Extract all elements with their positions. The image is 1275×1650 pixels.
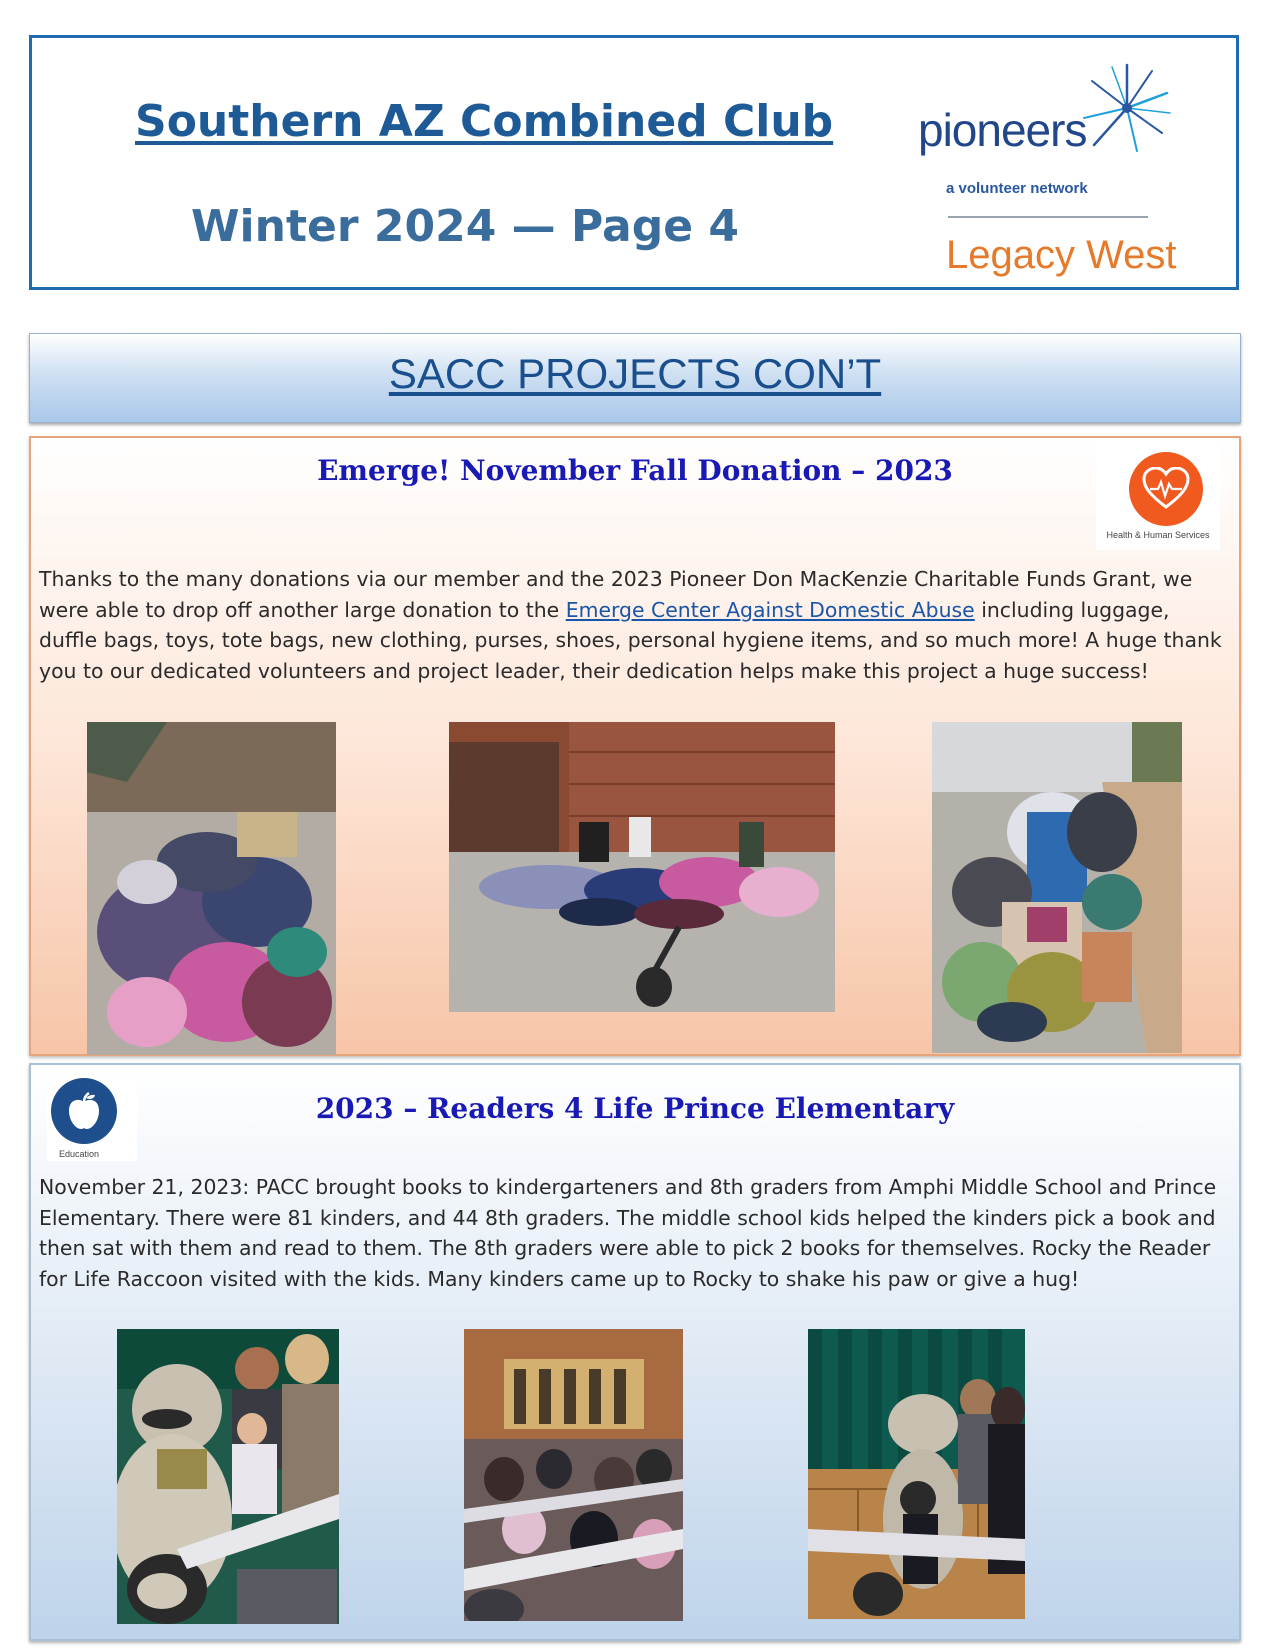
section-banner	[29, 333, 1241, 423]
raccoon-mascot-photo	[117, 1329, 339, 1624]
emerge-donation-section	[29, 436, 1241, 1056]
emerge-center-link[interactable]: Emerge Center Against Domestic Abuse	[565, 597, 975, 622]
club-title: Southern AZ Combined Club	[135, 96, 834, 147]
section-body: November 21, 2023: PACC brought books to kindergarteners and 8th graders from Amphi Middle School and Prince Elementary. There were 81 kinders, and 44 8th graders. The middle school kids helped the kinders pick a book and then sat with them and read to them. The 8th graders were able to pick 2 books for themselves. Rocky the Reader for Life Raccoon visited with the kids. Many kinders came up to Rocky to shake his paw or give a hug!	[39, 1175, 1217, 1291]
donation-pile-photo	[87, 722, 336, 1055]
body-text-start: Thanks to the many donations via our member and the 2023 Pioneer Don MacKenzie Charitable Funds Grant, we were able to drop off another large donation to the	[39, 567, 1193, 622]
readers-4-life-section	[29, 1063, 1241, 1641]
cafeteria-students-photo	[464, 1329, 683, 1621]
masthead	[29, 35, 1239, 290]
garage-donations-photo	[449, 722, 835, 1012]
logo-region: Legacy West	[946, 233, 1177, 277]
logo-divider	[948, 216, 1148, 218]
patio-donations-photo	[932, 722, 1182, 1053]
section-title: 2023 – Readers 4 Life Prince Elementary	[315, 1092, 955, 1125]
logo-wordmark: pioneers	[918, 104, 1087, 156]
badge-label: Health & Human Services	[1106, 530, 1210, 540]
logo-tagline: a volunteer network	[946, 180, 1088, 197]
banner-title: SACC PROJECTS CON’T	[388, 350, 882, 397]
pioneers-logo	[912, 63, 1212, 277]
section-title: Emerge! November Fall Donation – 2023	[317, 454, 953, 487]
health-services-badge	[1096, 444, 1220, 550]
body-text-end: including luggage, duffle bags, toys, tote bags, new clothing, purses, shoes, personal hygiene items, and so much more! A huge thank you to our dedicated volunteers and project leader, their dedication helps make this project a huge success!	[39, 597, 1222, 683]
badge-label: Education	[59, 1149, 100, 1159]
section-body	[39, 564, 1234, 686]
stage-mascot-photo	[808, 1329, 1025, 1619]
issue-title: Winter 2024 — Page 4	[191, 201, 739, 252]
heart-pulse-icon	[1129, 452, 1203, 526]
starburst-icon	[1082, 63, 1172, 153]
